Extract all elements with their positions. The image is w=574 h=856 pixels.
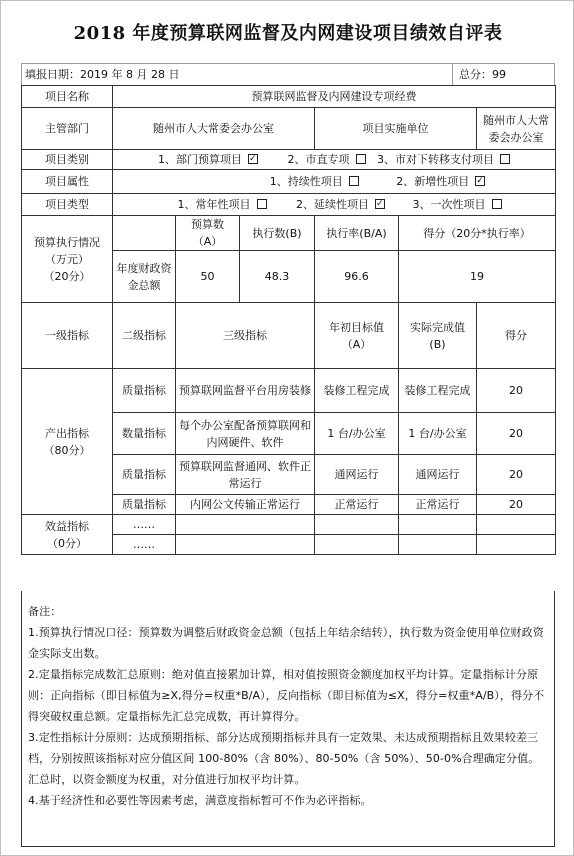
category-option-3: 3、市对下转移支付项目 xyxy=(377,151,510,168)
item-actual: 正常运行 xyxy=(399,495,477,515)
item-target: 正常运行 xyxy=(315,495,399,515)
benefit-placeholder: …… xyxy=(113,515,176,535)
item-score: 20 xyxy=(477,413,556,455)
col-budget: 预算数（A） xyxy=(176,216,240,251)
output-label: 产出指标 xyxy=(45,426,89,440)
col-rate: 执行率(B/A) xyxy=(315,216,399,251)
h-level1: 一级指标 xyxy=(22,303,113,369)
project-name-label: 项目名称 xyxy=(22,86,113,108)
rate-value: 96.6 xyxy=(315,251,399,303)
item-level3: 预算联网监督通网、软件正常运行 xyxy=(176,455,315,495)
notes-heading: 备注： xyxy=(28,605,62,618)
score-value: 19 xyxy=(399,251,556,303)
row-category xyxy=(22,150,556,170)
checkbox-icon[interactable] xyxy=(248,154,258,164)
evaluation-table xyxy=(21,85,556,555)
output-score: （80分） xyxy=(43,443,91,457)
impl-unit-value: 随州市人大常委会办公室 xyxy=(477,108,556,150)
h-target: 年初目标值（A） xyxy=(315,303,399,369)
checkbox-icon[interactable] xyxy=(475,176,485,186)
row-benefit-1 xyxy=(22,515,556,535)
category-label: 项目类别 xyxy=(22,150,113,170)
h-level2: 二级指标 xyxy=(113,303,176,369)
attribute-option-1: 1、持续性项目 xyxy=(270,173,359,190)
row-project-name xyxy=(22,86,556,108)
item-level2: 数量指标 xyxy=(113,413,176,455)
h-level3: 三级指标 xyxy=(176,303,315,369)
note-item: 3.定性指标计分原则：达成预期指标、部分达成预期指标并具有一定效果、未达成预期指标且效果较差三档，分别按照该指标对应分值区间 100-80%（含 80%）、80-50%（含 50%）、50-0%合理确定分值。汇总时，以资金额度为权重，对分值进行加权平均计算。 xyxy=(28,731,540,786)
checkbox-icon[interactable] xyxy=(257,199,267,209)
checkbox-icon[interactable] xyxy=(375,199,385,209)
checkbox-icon[interactable] xyxy=(356,154,366,164)
row-department xyxy=(22,108,556,150)
notes-section xyxy=(21,591,555,847)
row-type xyxy=(22,194,556,216)
budget-label-cell xyxy=(22,216,113,303)
item-score: 20 xyxy=(477,455,556,495)
row-indicator-header xyxy=(22,303,556,369)
type-options xyxy=(113,194,556,216)
budget-label: 预算执行情况 xyxy=(34,235,100,249)
impl-unit-label: 项目实施单位 xyxy=(315,108,477,150)
budget-value: 50 xyxy=(176,251,240,303)
row-budget-header xyxy=(22,216,556,251)
item-actual: 装修工程完成 xyxy=(399,369,477,413)
form-title: 2018 年度预算联网监督及内网建设项目绩效自评表 xyxy=(73,23,503,44)
item-level3: 预算联网监督平台用房装修 xyxy=(176,369,315,413)
attribute-option-2: 2、新增性项目✓ xyxy=(396,173,485,190)
dept-value: 随州市人大常委会办公室 xyxy=(113,108,315,150)
item-target: 1 台/办公室 xyxy=(315,413,399,455)
category-option-1: 1、部门预算项目✓ xyxy=(158,151,258,168)
item-level3: 每个办公室配备预算联网和内网硬件、软件 xyxy=(176,413,315,455)
type-label: 项目类型 xyxy=(22,194,113,216)
benefit-score: （0分） xyxy=(47,536,87,550)
item-level2: 质量指标 xyxy=(113,369,176,413)
exec-value: 48.3 xyxy=(240,251,315,303)
attribute-options xyxy=(113,170,556,194)
type-option-1: 1、常年性项目 xyxy=(178,196,267,213)
benefit-label: 效益指标 xyxy=(45,519,89,533)
budget-blank-cell xyxy=(113,216,176,251)
header-divider xyxy=(452,63,453,85)
col-exec: 执行数(B) xyxy=(240,216,315,251)
item-actual: 1 台/办公室 xyxy=(399,413,477,455)
benefit-label-cell xyxy=(22,515,113,555)
checkbox-icon[interactable] xyxy=(500,154,510,164)
benefit-placeholder: …… xyxy=(113,535,176,555)
fill-date: 填报日期：2019 年 8 月 28 日 xyxy=(25,68,180,81)
item-target: 通网运行 xyxy=(315,455,399,495)
item-actual: 通网运行 xyxy=(399,455,477,495)
category-options xyxy=(113,150,556,170)
dept-label: 主管部门 xyxy=(22,108,113,150)
type-option-2: 2、延续性项目✓ xyxy=(296,196,385,213)
category-option-2: 2、市直专项 xyxy=(288,151,366,168)
budget-score-note: （20分） xyxy=(43,269,91,283)
item-target: 装修工程完成 xyxy=(315,369,399,413)
row-attribute xyxy=(22,170,556,194)
note-item: 4.基于经济性和必要性等因素考虑，满意度指标暂可不作为必评指标。 xyxy=(28,794,372,807)
note-item: 2.定量指标完成数汇总原则：绝对值直接累加计算，相对值按照资金额度加权平均计算。定量指标计分原则：正向指标（即目标值为≥X,得分=权重*B/A），反向指标（即目标值为≤X，得分=权重*A/B），得分不得突破权重总额。定量指标先汇总完成数，再计算得分。 xyxy=(28,668,545,723)
item-level3: 内网公文传输正常运行 xyxy=(176,495,315,515)
checkbox-icon[interactable] xyxy=(349,176,359,186)
output-label-cell xyxy=(22,369,113,515)
table-row xyxy=(22,369,556,413)
attribute-label: 项目属性 xyxy=(22,170,113,194)
note-item: 1.预算执行情况口径：预算数为调整后财政资金总额（包括上年结余结转），执行数为资金使用单位财政资金实际支出数。 xyxy=(28,626,544,660)
budget-row-label: 年度财政资金总额 xyxy=(113,251,176,303)
item-level2: 质量指标 xyxy=(113,495,176,515)
h-actual: 实际完成值(B) xyxy=(399,303,477,369)
checkbox-icon[interactable] xyxy=(492,199,502,209)
item-level2: 质量指标 xyxy=(113,455,176,495)
project-name-value: 预算联网监督及内网建设专项经费 xyxy=(113,86,556,108)
type-option-3: 3、一次性项目 xyxy=(413,196,502,213)
h-score: 得分 xyxy=(477,303,556,369)
total-score: 总分：99 xyxy=(459,68,506,81)
budget-unit: （万元） xyxy=(45,252,89,266)
item-score: 20 xyxy=(477,369,556,413)
item-score: 20 xyxy=(477,495,556,515)
col-score: 得分（20分*执行率） xyxy=(399,216,556,251)
